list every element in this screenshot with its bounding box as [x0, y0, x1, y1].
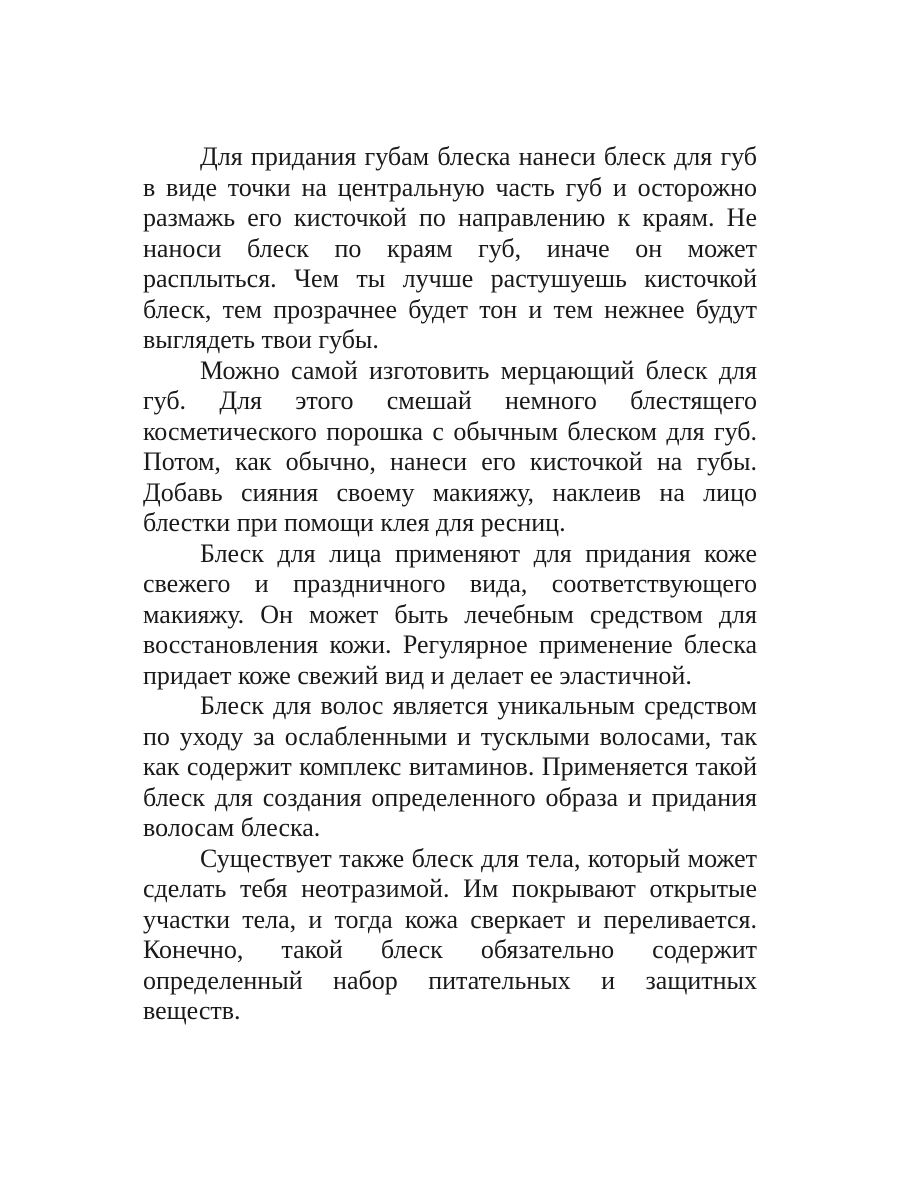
paragraph-lip-gloss-application: Для придания губам блеска нанеси блеск для губ в виде точки на центральную часть губ и осторожно размажь его кисточкой по направлению к краям. Не наноси блеск по краям губ, иначе он может расплыться. Чем ты лучше растушуешь кисточкой блеск, тем прозрачнее будет тон и тем нежнее будут выглядеть твои губы.: [143, 142, 757, 354]
paragraph-face-gloss: Блеск для лица применяют для придания коже свежего и праздничного вида, соответствующего макияжу. Он может быть лечебным средством для восстановления кожи. Регулярное применение блеска придает коже свежий вид и делает ее эластичной.: [143, 538, 757, 690]
paragraph-hair-gloss: Блеск для волос является уникальным средством по уходу за ослабленными и тусклыми волосами, так как содержит комплекс витаминов. Применяется такой блеск для создания определенного образа и придания волосам блеска.: [143, 691, 757, 842]
paragraph-body-gloss: Существует также блеск для тела, который может сделать тебя неотразимой. Им покрывают открытые участки тела, и тогда кожа сверкает и переливается. Конечно, такой блеск обязательно содержит определенный набор питательных и защитных веществ.: [143, 843, 757, 1025]
paragraph-shimmer-gloss: Можно самой изготовить мерцающий блеск для губ. Для этого смешай немного блестящего косметического порошка с обычным блеском для губ. Потом, как обычно, нанеси его кисточкой на губы. Добавь сияния своему макияжу, наклеив на лицо блестки при помощи клея для ресниц.: [143, 355, 757, 537]
body-text: [143, 142, 757, 1027]
